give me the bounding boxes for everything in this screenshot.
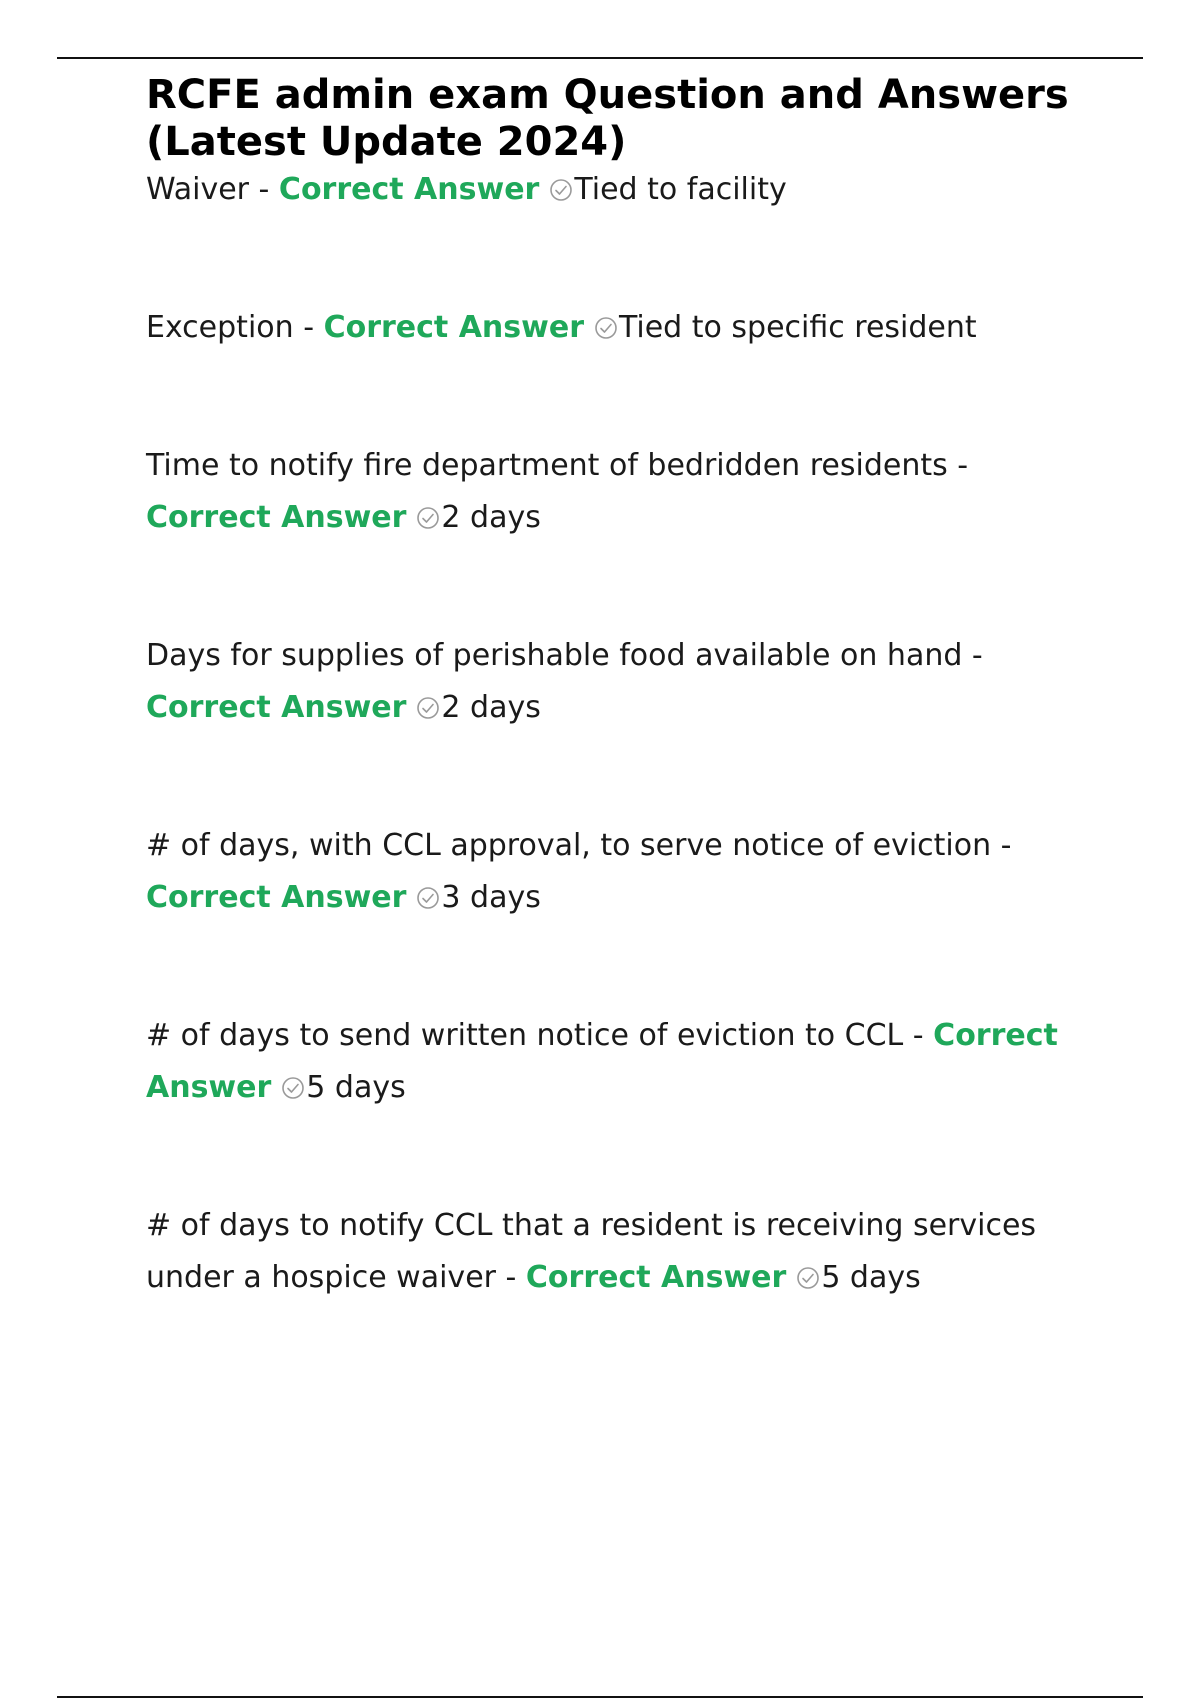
separator: - bbox=[495, 1260, 526, 1295]
qa-item bbox=[146, 1200, 1106, 1304]
question-text: # of days, with CCL approval, to serve notice of eviction bbox=[146, 828, 992, 863]
check-circle-icon bbox=[416, 506, 440, 530]
top-rule bbox=[57, 57, 1143, 59]
qa-item bbox=[146, 164, 1106, 216]
separator: - bbox=[249, 172, 279, 207]
answer-text: Tied to specific resident bbox=[618, 310, 977, 345]
correct-answer-label: Correct Answer bbox=[146, 690, 407, 725]
separator: - bbox=[903, 1018, 934, 1053]
question-text: Exception bbox=[146, 310, 294, 345]
correct-answer-label: Correct Answer bbox=[525, 1260, 787, 1295]
qa-item bbox=[146, 440, 1106, 544]
answer-text: 5 days bbox=[306, 1070, 406, 1105]
answer-text: 3 days bbox=[441, 880, 541, 915]
correct-answer-label: Correct Answer bbox=[146, 500, 407, 535]
correct-answer-label: Correct Answer bbox=[146, 1018, 1058, 1105]
question-text: Time to notify fire department of bedridden residents bbox=[146, 448, 948, 483]
document-title: RCFE admin exam Question and Answers (Latest Update 2024) bbox=[146, 72, 1069, 165]
question-text: Days for supplies of perishable food available on hand bbox=[146, 638, 963, 673]
separator: - bbox=[962, 638, 993, 673]
document-body bbox=[146, 72, 1106, 1304]
bottom-rule bbox=[57, 1696, 1143, 1698]
check-circle-icon bbox=[416, 696, 440, 720]
answer-text: Tied to facility bbox=[574, 172, 787, 207]
question-text: # of days to notify CCL that a resident is receiving services under a hospice waiver bbox=[146, 1208, 1037, 1295]
answer-text: 2 days bbox=[441, 690, 541, 725]
answer-text: 2 days bbox=[441, 500, 541, 535]
separator: - bbox=[293, 310, 324, 345]
correct-answer-label: Correct Answer bbox=[278, 172, 540, 207]
qa-item bbox=[146, 1010, 1106, 1114]
check-circle-icon bbox=[594, 316, 618, 340]
correct-answer-label: Correct Answer bbox=[323, 310, 584, 345]
correct-answer-label: Correct Answer bbox=[146, 880, 407, 915]
separator: - bbox=[991, 828, 1022, 863]
qa-item bbox=[146, 302, 1106, 354]
check-circle-icon bbox=[796, 1266, 820, 1290]
question-text: Waiver bbox=[146, 172, 250, 207]
answer-text: 5 days bbox=[821, 1260, 921, 1295]
check-circle-icon bbox=[416, 886, 440, 910]
question-text: # of days to send written notice of eviction to CCL bbox=[146, 1018, 904, 1053]
qa-item bbox=[146, 820, 1106, 924]
separator: - bbox=[947, 448, 978, 483]
check-circle-icon bbox=[549, 178, 573, 202]
check-circle-icon bbox=[281, 1076, 305, 1100]
qa-item bbox=[146, 630, 1106, 734]
